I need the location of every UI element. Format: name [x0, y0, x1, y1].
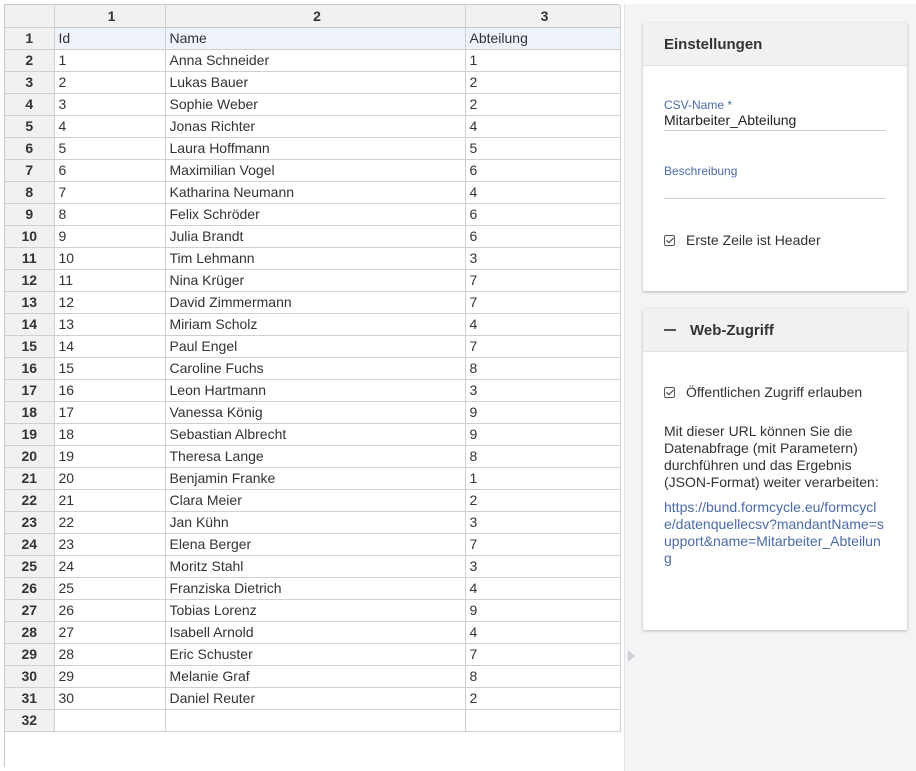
row-number[interactable]: 17 — [5, 379, 54, 401]
table-cell[interactable]: 8 — [54, 203, 165, 225]
table-cell[interactable]: 4 — [54, 115, 165, 137]
table-cell[interactable]: 10 — [54, 247, 165, 269]
table-cell[interactable]: 4 — [465, 621, 620, 643]
row-number[interactable]: 18 — [5, 401, 54, 423]
row-number[interactable]: 7 — [5, 159, 54, 181]
row-number[interactable]: 26 — [5, 577, 54, 599]
table-row — [5, 313, 620, 335]
table-cell[interactable]: 14 — [54, 335, 165, 357]
table-cell[interactable]: 9 — [54, 225, 165, 247]
description-label: Beschreibung — [664, 164, 738, 178]
table-cell[interactable]: 9 — [465, 401, 620, 423]
table-cell[interactable]: Melanie Graf — [165, 665, 465, 687]
table-cell[interactable]: 1 — [465, 467, 620, 489]
table-row — [5, 291, 620, 313]
grid-body — [5, 27, 620, 731]
table-row — [5, 357, 620, 379]
table-cell[interactable]: 6 — [54, 159, 165, 181]
row-number[interactable]: 5 — [5, 115, 54, 137]
table-row — [5, 709, 620, 731]
table-cell[interactable]: 3 — [465, 379, 620, 401]
row-number[interactable]: 2 — [5, 49, 54, 71]
table-cell[interactable]: Sophie Weber — [165, 93, 465, 115]
url-description: Mit dieser URL können Sie die Datenabfrage (mit Parametern) durchführen und das Ergebnis (JSON-Format) weiter verarbeiten: — [664, 423, 879, 490]
table-row — [5, 27, 620, 49]
column-header[interactable]: 1 — [54, 5, 165, 27]
table-row — [5, 577, 620, 599]
table-row — [5, 643, 620, 665]
table-cell[interactable]: 24 — [54, 555, 165, 577]
table-cell[interactable]: 1 — [465, 49, 620, 71]
table-cell[interactable]: 8 — [465, 357, 620, 379]
table-row — [5, 225, 620, 247]
row-number[interactable]: 30 — [5, 665, 54, 687]
table-cell[interactable]: 2 — [54, 71, 165, 93]
table-cell[interactable]: Tobias Lorenz — [165, 599, 465, 621]
checkbox-checked-icon[interactable] — [664, 387, 675, 398]
table-cell[interactable] — [465, 709, 620, 731]
table-row — [5, 423, 620, 445]
table-cell[interactable]: 9 — [465, 599, 620, 621]
table-cell[interactable]: Daniel Reuter — [165, 687, 465, 709]
table-cell[interactable]: Leon Hartmann — [165, 379, 465, 401]
table-cell[interactable]: 27 — [54, 621, 165, 643]
row-number[interactable]: 20 — [5, 445, 54, 467]
table-cell[interactable]: 3 — [465, 511, 620, 533]
column-header[interactable]: 2 — [165, 5, 465, 27]
table-row — [5, 599, 620, 621]
table-row — [5, 115, 620, 137]
table-cell[interactable]: 3 — [54, 93, 165, 115]
table-cell[interactable]: 6 — [465, 225, 620, 247]
table-cell[interactable]: 7 — [465, 269, 620, 291]
table-row — [5, 269, 620, 291]
table-row — [5, 379, 620, 401]
table-cell[interactable]: Isabell Arnold — [165, 621, 465, 643]
web-access-title: Web-Zugriff — [690, 321, 774, 339]
row-number[interactable]: 16 — [5, 357, 54, 379]
table-cell[interactable]: 4 — [465, 115, 620, 137]
column-header[interactable]: 3 — [465, 5, 620, 27]
row-number[interactable]: 21 — [5, 467, 54, 489]
row-number[interactable]: 8 — [5, 181, 54, 203]
table-cell[interactable]: 30 — [54, 687, 165, 709]
table-row — [5, 511, 620, 533]
table-cell[interactable]: 11 — [54, 269, 165, 291]
table-cell[interactable]: Franziska Dietrich — [165, 577, 465, 599]
table-cell[interactable]: 12 — [54, 291, 165, 313]
table-row — [5, 555, 620, 577]
table-cell[interactable]: Theresa Lange — [165, 445, 465, 467]
table-row — [5, 137, 620, 159]
table-cell[interactable]: Eric Schuster — [165, 643, 465, 665]
table-cell[interactable]: 5 — [54, 137, 165, 159]
table-cell[interactable]: 29 — [54, 665, 165, 687]
table-cell[interactable]: 21 — [54, 489, 165, 511]
row-number[interactable]: 27 — [5, 599, 54, 621]
table-cell[interactable]: Jan Kühn — [165, 511, 465, 533]
csv-name-value[interactable]: Mitarbeiter_Abteilung — [664, 112, 797, 128]
table-cell[interactable]: Anna Schneider — [165, 49, 465, 71]
table-row — [5, 159, 620, 181]
table-row — [5, 181, 620, 203]
table-cell[interactable]: 16 — [54, 379, 165, 401]
settings-panel — [643, 23, 907, 291]
table-row — [5, 49, 620, 71]
row-number[interactable]: 22 — [5, 489, 54, 511]
table-cell[interactable]: 3 — [465, 247, 620, 269]
table-cell[interactable]: 2 — [465, 71, 620, 93]
row-number[interactable]: 4 — [5, 93, 54, 115]
table-cell[interactable]: 19 — [54, 445, 165, 467]
csv-name-label: CSV-Name * — [664, 98, 733, 112]
table-cell[interactable]: Moritz Stahl — [165, 555, 465, 577]
table-row — [5, 93, 620, 115]
web-access-panel — [643, 309, 907, 630]
table-cell[interactable]: 7 — [465, 291, 620, 313]
row-number[interactable]: 23 — [5, 511, 54, 533]
table-cell[interactable]: Laura Hoffmann — [165, 137, 465, 159]
table-cell[interactable]: Tim Lehmann — [165, 247, 465, 269]
table-cell[interactable]: Vanessa König — [165, 401, 465, 423]
table-cell[interactable]: 17 — [54, 401, 165, 423]
csv-spreadsheet[interactable] — [4, 4, 619, 767]
table-cell[interactable]: Caroline Fuchs — [165, 357, 465, 379]
table-cell[interactable]: 6 — [465, 203, 620, 225]
api-url-link[interactable]: https://bund.formcycle.eu/formcycle/datenquellecsv?mandantName=support&name=Mitarbeiter_Abteilung — [664, 499, 884, 566]
row-number[interactable]: 15 — [5, 335, 54, 357]
table-cell[interactable]: Jonas Richter — [165, 115, 465, 137]
row-number[interactable]: 24 — [5, 533, 54, 555]
table-cell[interactable]: 7 — [465, 643, 620, 665]
row-number[interactable]: 3 — [5, 71, 54, 93]
csv-name-input[interactable] — [664, 112, 886, 131]
table-cell[interactable]: 2 — [465, 93, 620, 115]
row-number[interactable]: 12 — [5, 269, 54, 291]
table-cell[interactable]: 9 — [465, 423, 620, 445]
description-value[interactable] — [664, 178, 886, 198]
table-cell[interactable]: 4 — [465, 577, 620, 599]
table-cell[interactable]: Katharina Neumann — [165, 181, 465, 203]
csv-grid — [5, 5, 621, 732]
column-header-row — [5, 5, 620, 27]
table-row — [5, 71, 620, 93]
table-row — [5, 467, 620, 489]
table-cell[interactable]: Abteilung — [465, 27, 620, 49]
table-cell[interactable]: 7 — [54, 181, 165, 203]
table-cell[interactable]: 20 — [54, 467, 165, 489]
public-access-label: Öffentlichen Zugriff erlauben — [686, 384, 863, 400]
table-cell[interactable]: 2 — [465, 489, 620, 511]
table-cell[interactable]: Lukas Bauer — [165, 71, 465, 93]
table-cell[interactable]: 7 — [465, 533, 620, 555]
row-number[interactable]: 14 — [5, 313, 54, 335]
table-row — [5, 687, 620, 709]
public-access-checkbox[interactable] — [664, 384, 886, 401]
table-cell[interactable]: Miriam Scholz — [165, 313, 465, 335]
row-number[interactable]: 9 — [5, 203, 54, 225]
table-cell[interactable]: Id — [54, 27, 165, 49]
table-cell[interactable]: Felix Schröder — [165, 203, 465, 225]
table-cell[interactable]: 22 — [54, 511, 165, 533]
table-cell[interactable] — [54, 709, 165, 731]
table-cell[interactable]: David Zimmermann — [165, 291, 465, 313]
row-number[interactable]: 1 — [5, 27, 54, 49]
table-cell[interactable]: Julia Brandt — [165, 225, 465, 247]
table-cell[interactable]: 25 — [54, 577, 165, 599]
table-cell[interactable]: 3 — [465, 555, 620, 577]
table-cell[interactable]: 4 — [465, 181, 620, 203]
row-number[interactable]: 6 — [5, 137, 54, 159]
row-number[interactable]: 13 — [5, 291, 54, 313]
table-cell[interactable]: Benjamin Franke — [165, 467, 465, 489]
table-cell[interactable]: 26 — [54, 599, 165, 621]
table-cell[interactable]: Nina Krüger — [165, 269, 465, 291]
table-cell[interactable]: Name — [165, 27, 465, 49]
row-number[interactable]: 31 — [5, 687, 54, 709]
grid-corner[interactable] — [5, 5, 54, 27]
expand-arrow-icon[interactable] — [628, 650, 635, 662]
table-row — [5, 665, 620, 687]
table-row — [5, 335, 620, 357]
minus-icon[interactable] — [664, 329, 676, 331]
table-cell[interactable]: Elena Berger — [165, 533, 465, 555]
row-number[interactable]: 10 — [5, 225, 54, 247]
table-cell[interactable]: 6 — [465, 159, 620, 181]
table-row — [5, 401, 620, 423]
table-cell[interactable]: 4 — [465, 313, 620, 335]
table-cell[interactable]: Clara Meier — [165, 489, 465, 511]
row-number[interactable]: 19 — [5, 423, 54, 445]
table-cell[interactable]: Paul Engel — [165, 335, 465, 357]
table-cell[interactable]: 18 — [54, 423, 165, 445]
table-row — [5, 247, 620, 269]
table-row — [5, 445, 620, 467]
first-row-header-checkbox[interactable] — [664, 232, 886, 248]
table-cell[interactable]: 7 — [465, 335, 620, 357]
checkbox-checked-icon[interactable] — [664, 235, 675, 246]
table-cell[interactable]: 1 — [54, 49, 165, 71]
row-number[interactable]: 32 — [5, 709, 54, 731]
table-cell[interactable]: 8 — [465, 665, 620, 687]
table-row — [5, 533, 620, 555]
web-access-header[interactable] — [643, 309, 907, 352]
table-cell[interactable]: 28 — [54, 643, 165, 665]
row-number[interactable]: 29 — [5, 643, 54, 665]
table-row — [5, 621, 620, 643]
table-cell[interactable]: 5 — [465, 137, 620, 159]
table-cell[interactable]: 23 — [54, 533, 165, 555]
first-row-header-label: Erste Zeile ist Header — [686, 232, 821, 248]
table-row — [5, 203, 620, 225]
row-number[interactable]: 28 — [5, 621, 54, 643]
table-cell[interactable]: Sebastian Albrecht — [165, 423, 465, 445]
table-row — [5, 489, 620, 511]
description-input[interactable] — [664, 178, 886, 199]
table-cell[interactable]: 8 — [465, 445, 620, 467]
table-cell[interactable]: 15 — [54, 357, 165, 379]
table-cell[interactable] — [165, 709, 465, 731]
table-cell[interactable]: Maximilian Vogel — [165, 159, 465, 181]
row-number[interactable]: 11 — [5, 247, 54, 269]
row-number[interactable]: 25 — [5, 555, 54, 577]
table-cell[interactable]: 13 — [54, 313, 165, 335]
settings-title: Einstellungen — [643, 23, 907, 66]
table-cell[interactable]: 2 — [465, 687, 620, 709]
